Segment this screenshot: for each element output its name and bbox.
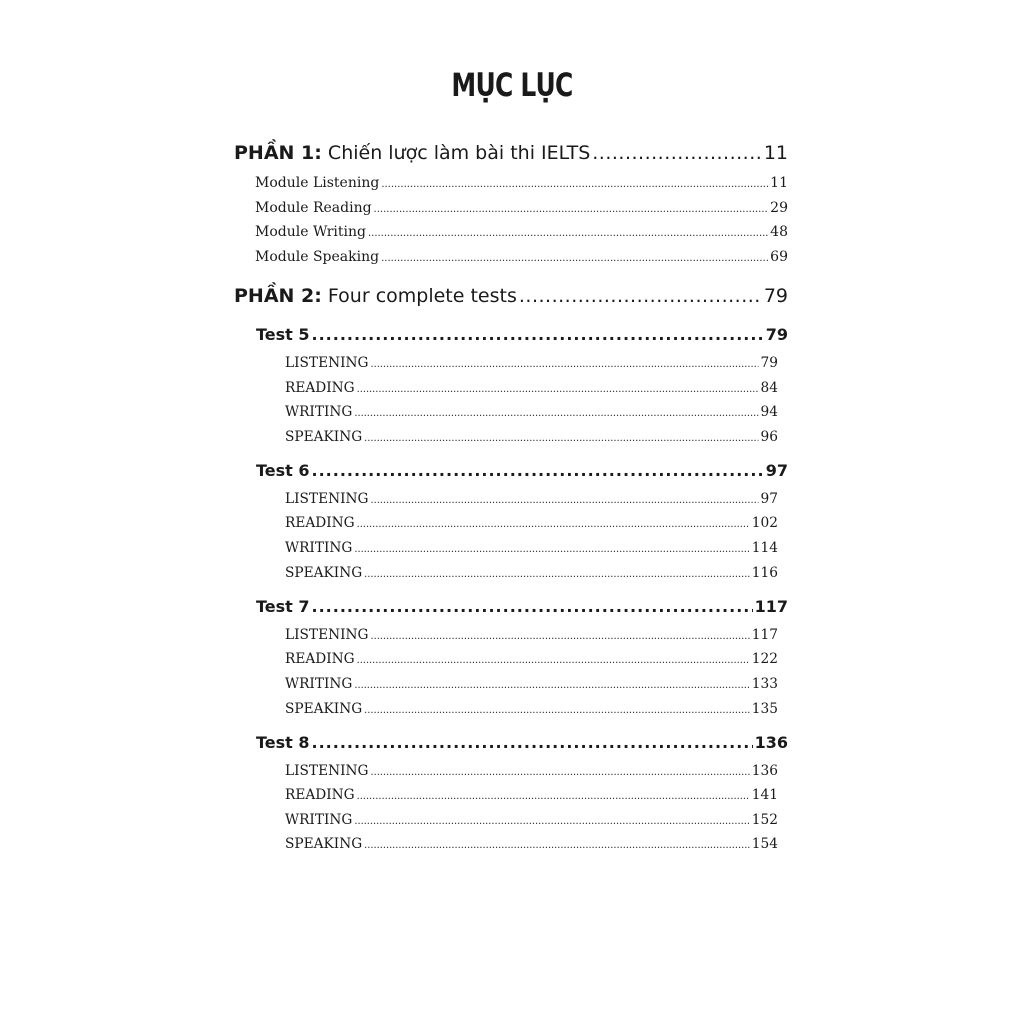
dot-leader [357, 651, 750, 667]
section-label: LISTENING [285, 763, 369, 779]
section-label: SPEAKING [285, 701, 363, 717]
section-page: 94 [760, 404, 778, 420]
module-page: 29 [770, 200, 788, 216]
test-page: 97 [765, 461, 788, 480]
module-page: 48 [770, 224, 788, 240]
section-label: SPEAKING [285, 565, 363, 581]
toc-test-8-listening[interactable] [285, 763, 778, 779]
section-page: 117 [751, 627, 778, 643]
section-page: 84 [760, 380, 778, 396]
section-page: 154 [751, 836, 778, 852]
toc-module-writing[interactable] [255, 224, 788, 240]
dot-leader [370, 355, 758, 371]
section-label: READING [285, 380, 355, 396]
section-page: 102 [751, 515, 778, 531]
dot-leader [364, 701, 750, 717]
toc-test-6-listening[interactable] [285, 491, 778, 507]
dot-leader [374, 200, 769, 216]
dot-leader [364, 429, 758, 445]
section-label: LISTENING [285, 355, 369, 371]
module-label: Module Writing [255, 224, 366, 240]
part-2-page: 79 [763, 285, 788, 307]
test-label: Test 8 [256, 733, 310, 752]
dot-leader [357, 515, 750, 531]
section-label: LISTENING [285, 491, 369, 507]
toc-test-5-listening[interactable] [285, 355, 778, 371]
dot-leader [357, 380, 759, 396]
dot-leader [370, 491, 758, 507]
section-page: 122 [751, 651, 778, 667]
section-page: 135 [751, 701, 778, 717]
section-label: SPEAKING [285, 429, 363, 445]
test-page: 117 [754, 597, 788, 616]
dot-leader [381, 175, 768, 191]
toc-test-6[interactable] [256, 461, 788, 480]
section-label: WRITING [285, 812, 353, 828]
section-label: WRITING [285, 404, 353, 420]
section-label: WRITING [285, 540, 353, 556]
toc-test-7-writing[interactable] [285, 676, 778, 692]
toc-test-6-speaking[interactable] [285, 565, 778, 581]
dot-leader [354, 812, 749, 828]
section-label: READING [285, 651, 355, 667]
section-page: 96 [760, 429, 778, 445]
part-1-page: 11 [763, 142, 788, 164]
section-label: LISTENING [285, 627, 369, 643]
module-label: Module Reading [255, 200, 372, 216]
test-page: 136 [754, 733, 788, 752]
page-title: MỤC LỤC [451, 66, 573, 104]
toc-module-speaking[interactable] [255, 249, 788, 265]
dot-leader [312, 733, 753, 752]
dot-leader [357, 787, 750, 803]
dot-leader [592, 142, 762, 164]
dot-leader [368, 224, 768, 240]
section-page: 133 [751, 676, 778, 692]
toc-part-2[interactable] [234, 285, 788, 307]
toc-test-7-listening[interactable] [285, 627, 778, 643]
test-page: 79 [765, 325, 788, 344]
dot-leader [370, 763, 749, 779]
toc-test-8[interactable] [256, 733, 788, 752]
toc-test-6-reading[interactable] [285, 515, 778, 531]
dot-leader [519, 285, 762, 307]
section-label: WRITING [285, 676, 353, 692]
toc-test-8-writing[interactable] [285, 812, 778, 828]
module-label: Module Listening [255, 175, 380, 191]
section-page: 136 [751, 763, 778, 779]
dot-leader [312, 597, 753, 616]
toc-test-7[interactable] [256, 597, 788, 616]
toc-module-reading[interactable] [255, 200, 788, 216]
section-page: 97 [760, 491, 778, 507]
dot-leader [354, 404, 758, 420]
dot-leader [364, 836, 750, 852]
module-page: 11 [770, 175, 788, 191]
dot-leader [354, 676, 749, 692]
section-label: READING [285, 787, 355, 803]
toc-test-5-reading[interactable] [285, 380, 778, 396]
part-2-prefix: PHẦN 2: [234, 285, 322, 307]
test-label: Test 5 [256, 325, 310, 344]
dot-leader [312, 461, 764, 480]
toc-test-7-speaking[interactable] [285, 701, 778, 717]
dot-leader [381, 249, 768, 265]
toc-test-5-speaking[interactable] [285, 429, 778, 445]
dot-leader [354, 540, 749, 556]
module-page: 69 [770, 249, 788, 265]
section-page: 116 [751, 565, 778, 581]
toc-test-8-reading[interactable] [285, 787, 778, 803]
section-page: 141 [751, 787, 778, 803]
toc-test-5-writing[interactable] [285, 404, 778, 420]
toc-part-1[interactable] [234, 142, 788, 164]
section-page: 79 [760, 355, 778, 371]
test-label: Test 6 [256, 461, 310, 480]
toc-test-8-speaking[interactable] [285, 836, 778, 852]
section-page: 114 [751, 540, 778, 556]
section-page: 152 [751, 812, 778, 828]
module-label: Module Speaking [255, 249, 380, 265]
toc-test-6-writing[interactable] [285, 540, 778, 556]
dot-leader [370, 627, 749, 643]
part-1-prefix: PHẦN 1: [234, 142, 322, 164]
toc-test-7-reading[interactable] [285, 651, 778, 667]
toc-test-5[interactable] [256, 325, 788, 344]
part-2-title: Four complete tests [327, 285, 517, 307]
part-1-title: Chiến lược làm bài thi IELTS [327, 142, 591, 164]
section-label: READING [285, 515, 355, 531]
section-label: SPEAKING [285, 836, 363, 852]
dot-leader [312, 325, 764, 344]
dot-leader [364, 565, 750, 581]
test-label: Test 7 [256, 597, 310, 616]
toc-module-listening[interactable] [255, 175, 788, 191]
